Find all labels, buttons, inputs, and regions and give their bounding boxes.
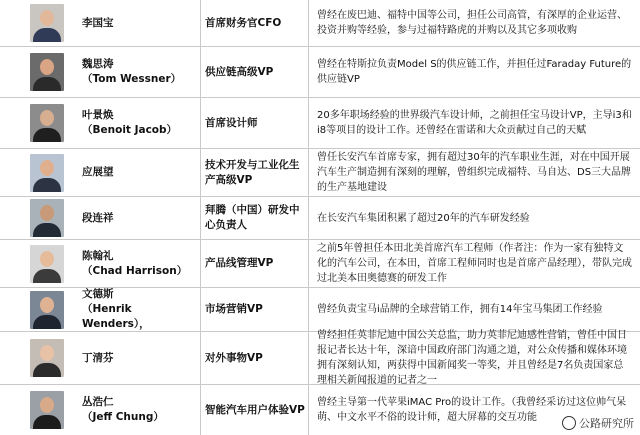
- name-cell: [78, 197, 198, 239]
- name-cn: 陈翰礼: [82, 249, 114, 262]
- table-row: [0, 240, 640, 288]
- portrait-avatar: [30, 4, 64, 42]
- table-row: [0, 0, 640, 47]
- portrait-avatar: [30, 199, 64, 237]
- photo-cell: [30, 47, 70, 97]
- name-en: （Jeff Chung）: [82, 411, 164, 423]
- name-en: （Tom Wessner）: [82, 73, 182, 85]
- portrait-avatar: [30, 339, 64, 377]
- bio-text: 曾经在特斯拉负责Model S的供应链工作，并担任过Faraday Future的供应链VP: [317, 59, 632, 85]
- portrait-avatar: [30, 291, 64, 329]
- title-cell: [200, 197, 306, 239]
- photo-cell: [30, 149, 70, 196]
- watermark-text: 公路研究所: [579, 417, 634, 430]
- portrait-avatar: [30, 154, 64, 192]
- name-cn: 文德斯: [82, 288, 114, 300]
- avatar-body: [33, 363, 61, 377]
- avatar-head: [40, 205, 54, 221]
- desc-cell: [308, 288, 633, 331]
- photo-cell: [30, 197, 70, 239]
- avatar-head: [40, 10, 54, 26]
- title-cell: [200, 288, 306, 331]
- name-cell: [78, 98, 198, 148]
- portrait-avatar: [30, 53, 64, 91]
- bio-text: 曾经在废巴迪、福特中国等公司，担任公司高管，有深厚的企业运营、投资并购等经验，参与过福特路虎的并购以及其它多项收购: [317, 10, 627, 36]
- job-title: 供应链高级VP: [205, 65, 274, 78]
- name-cell: [78, 240, 198, 287]
- avatar-body: [33, 28, 61, 42]
- name-cn: 叶景焕: [82, 109, 114, 121]
- table-row: [0, 288, 640, 332]
- bio-text: 曾经担任英菲尼迪中国公关总监，助力英菲尼迪感性营销，曾任中国日报记者长达十年，深谙中国政府部门沟通之道，对公众传播和媒体环境拥有深刻认知，两获得中国新闻奖一等奖，并且曾经是7名负责国家总理相关新闻报道的记者之一: [317, 330, 627, 386]
- name-en: （Henrik Wenders），: [82, 303, 150, 330]
- portrait-avatar: [30, 104, 64, 142]
- avatar-body: [33, 128, 61, 142]
- bio-text: 曾经主导第一代苹果iMAC Pro的设计工作。（我曾经采访过这位帅气呆萌、中文水平不俗的设计师，超大屏幕的交互功能: [317, 397, 627, 423]
- desc-cell: [308, 240, 633, 287]
- photo-cell: [30, 332, 70, 384]
- job-title: 对外事物VP: [205, 351, 263, 364]
- avatar-body: [33, 415, 61, 429]
- photo-cell: [30, 288, 70, 331]
- bio-text: 之前5年曾担任本田北美首席汽车工程师（作者注：作为一家有独特文化的汽车公司，在本田，首席工程师同时也是首席产品经理），带队完成过北美本田奥德赛的研发工作: [317, 243, 632, 284]
- avatar-body: [33, 77, 61, 91]
- avatar-body: [33, 223, 61, 237]
- avatar-head: [40, 297, 54, 313]
- photo-cell: [30, 240, 70, 287]
- table-row: [0, 197, 640, 240]
- desc-cell: [308, 0, 633, 46]
- photo-cell: [30, 98, 70, 148]
- name-cell: [78, 0, 198, 46]
- job-title: 产品线管理VP: [205, 257, 274, 269]
- job-title: 市场营销VP: [205, 303, 263, 315]
- bio-text: 20多年职场经验的世界级汽车设计师，之前担任宝马设计VP，主导i3和i8等项目的设计工作。还曾经在雷诺和大众贡献过自己的天赋: [317, 110, 632, 136]
- bio-text: 曾经负责宝马i品牌的全球营销工作，拥有14年宝马集团工作经验: [317, 304, 603, 315]
- table-row: [0, 385, 640, 435]
- portrait-avatar: [30, 245, 64, 283]
- name-cell: [78, 288, 198, 331]
- avatar-head: [40, 251, 54, 267]
- title-cell: [200, 98, 306, 148]
- name-cn: 段连祥: [82, 211, 114, 224]
- job-title: 首席设计师: [205, 116, 258, 129]
- name-en: （Benoit Jacob）: [82, 124, 178, 136]
- job-title: 拜腾（中国）研发中心负责人: [205, 204, 300, 231]
- title-cell: [200, 240, 306, 287]
- table-row: [0, 47, 640, 98]
- name-cell: [78, 47, 198, 97]
- watermark: [562, 415, 634, 431]
- desc-cell: [308, 149, 633, 196]
- avatar-head: [40, 110, 54, 126]
- avatar-head: [40, 397, 54, 413]
- desc-cell: [308, 98, 633, 148]
- job-title: 首席财务官CFO: [205, 16, 282, 29]
- title-cell: [200, 47, 306, 97]
- name-cn: 丛浩仁: [82, 396, 114, 408]
- title-cell: [200, 332, 306, 384]
- name-cn: 李国宝: [82, 16, 114, 29]
- name-cell: [78, 149, 198, 196]
- title-cell: [200, 0, 306, 46]
- name-en: （Chad Harrison）: [82, 264, 188, 277]
- photo-cell: [30, 0, 70, 46]
- table-row: [0, 98, 640, 149]
- name-cn: 应展望: [82, 166, 114, 178]
- title-cell: [200, 385, 306, 435]
- desc-cell: [308, 47, 633, 97]
- bio-text: 在长安汽车集团积累了超过20年的汽车研发经验: [317, 212, 530, 224]
- watermark-logo-icon: [562, 416, 576, 430]
- title-cell: [200, 149, 306, 196]
- name-cell: [78, 385, 198, 435]
- avatar-head: [40, 59, 54, 75]
- bio-text: 曾任长安汽车首席专家，拥有超过30年的汽车职业生涯，对在中国开展汽车生产制造拥有深刻的理解，曾组织完成福特、马自达、DS三大品牌的生产基地建设: [317, 152, 632, 193]
- photo-cell: [30, 385, 70, 435]
- job-title: 智能汽车用户体验VP: [205, 403, 305, 416]
- avatar-head: [40, 160, 54, 176]
- portrait-avatar: [30, 391, 64, 429]
- name-cn: 丁清芬: [82, 351, 114, 364]
- name-cn: 魏思涛: [82, 58, 114, 70]
- job-title: 技术开发与工业化生产高级VP: [205, 158, 300, 186]
- avatar-head: [40, 345, 54, 361]
- desc-cell: [308, 197, 633, 239]
- table-row: [0, 332, 640, 385]
- desc-cell: [308, 332, 633, 384]
- table-row: [0, 149, 640, 197]
- name-cell: [78, 332, 198, 384]
